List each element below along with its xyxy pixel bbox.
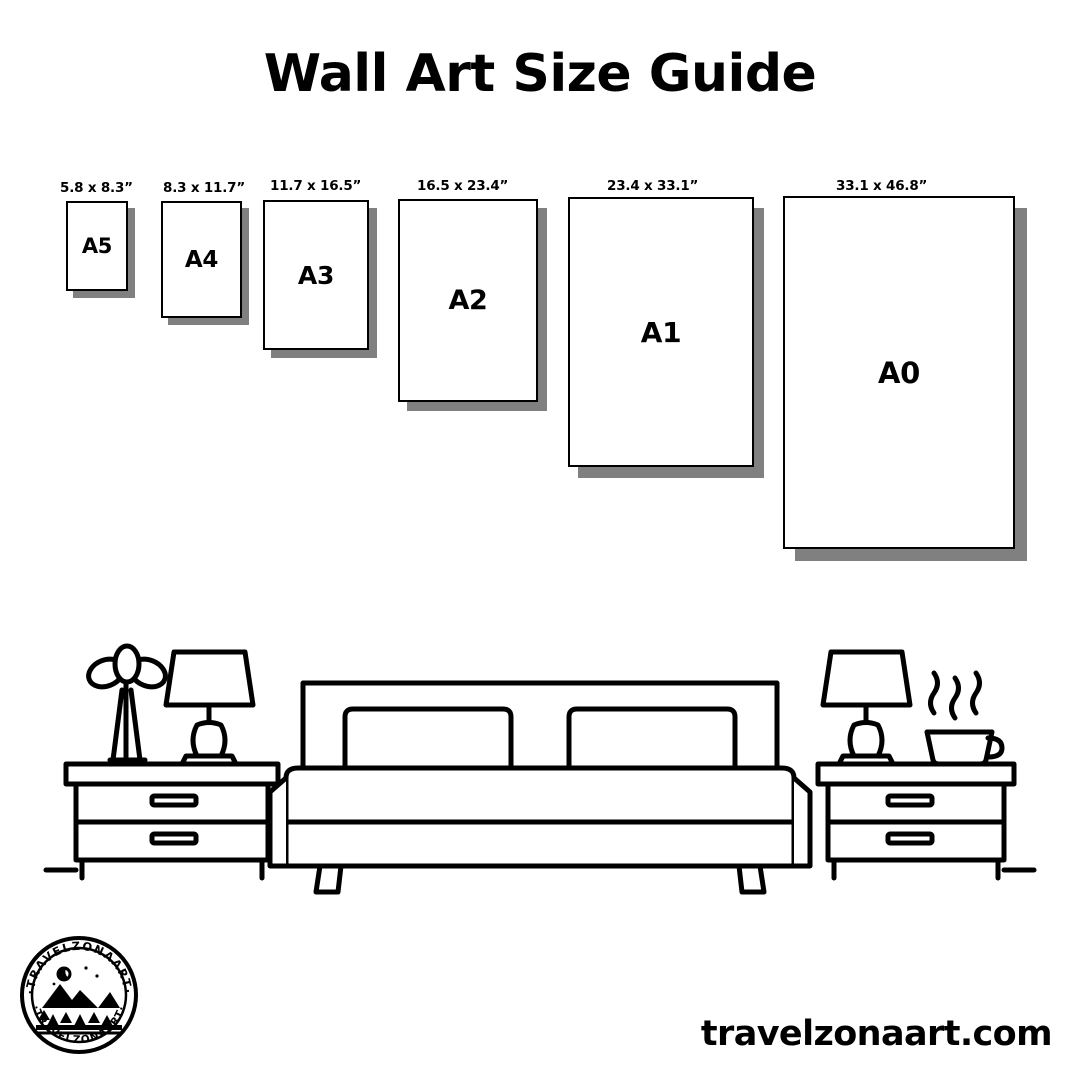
size-caption-a2: 16.5 x 23.4” — [417, 178, 509, 194]
frame-label-a1: A1 — [640, 315, 682, 349]
frame-a0[interactable] — [783, 196, 1015, 549]
bed — [270, 683, 810, 892]
svg-text:·TRAVELZONAART·: ·TRAVELZONAART· — [29, 1003, 129, 1047]
left-lamp — [166, 652, 253, 764]
size-caption-a3: 11.7 x 16.5” — [270, 178, 362, 194]
bedroom-scene — [0, 560, 1080, 920]
frame-label-a2: A2 — [448, 285, 488, 316]
size-caption-a0: 33.1 x 46.8” — [836, 178, 928, 194]
frame-a2[interactable] — [398, 199, 538, 402]
frame-a5[interactable] — [66, 201, 128, 291]
frame-a3[interactable] — [263, 200, 369, 350]
size-caption-a1: 23.4 x 33.1” — [607, 178, 699, 194]
frame-label-a3: A3 — [297, 260, 335, 290]
frame-label-a4: A4 — [184, 246, 219, 273]
page-title: Wall Art Size Guide — [263, 44, 817, 104]
size-caption-a4: 8.3 x 11.7” — [163, 180, 246, 196]
right-nightstand — [818, 764, 1014, 878]
frame-a1[interactable] — [568, 197, 754, 467]
coffee-cup — [927, 673, 1002, 764]
size-caption-a5: 5.8 x 8.3” — [60, 180, 133, 196]
svg-text:·TRAVELZONAART·: ·TRAVELZONAART· — [22, 938, 136, 995]
frame-a4[interactable] — [161, 201, 242, 318]
site-url[interactable]: travelzonaart.com — [700, 1014, 1052, 1054]
logo-badge-icon — [14, 930, 144, 1060]
right-lamp — [823, 652, 910, 764]
bedroom-illustration — [0, 560, 1080, 920]
brand-logo[interactable] — [14, 930, 144, 1060]
frame-label-a0: A0 — [877, 355, 921, 390]
left-nightstand — [66, 764, 278, 878]
size-chart — [0, 170, 1080, 590]
frame-label-a5: A5 — [81, 234, 113, 258]
